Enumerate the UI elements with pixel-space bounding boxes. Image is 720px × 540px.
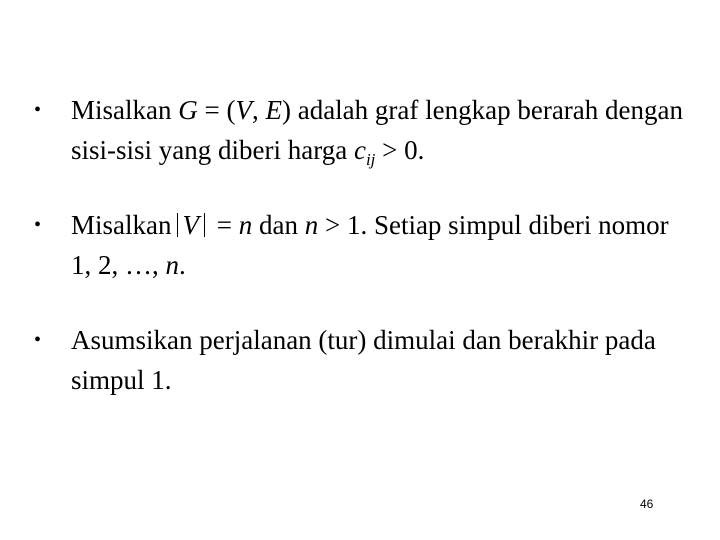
bullet-item-2 [34,205,694,285]
bullet-item-1 [34,90,694,174]
bullet-text-1: Misalkan G = (V, E) adalah graf lengkap berarah dengan sisi-sisi yang diberi harga $c_{ij} > 0$. [71,95,684,169]
absolute-value-bar-left [177,213,178,237]
page-number: 46 [640,497,654,511]
bullet-symbol: • [34,99,42,121]
bullet-item-3 [34,320,694,400]
bullet-text-3: Asumsikan perjalanan (tur) dimulai dan berakhir pada simpul 1. [71,325,656,395]
bullet-text-2: Misalkan V = n dan n > 1. Setiap simpul diberi nomor 1, 2, …, n. [71,210,669,280]
absolute-value-bar-right [204,213,205,237]
bullet-symbol: • [34,214,42,236]
bullet-symbol: • [34,329,42,351]
